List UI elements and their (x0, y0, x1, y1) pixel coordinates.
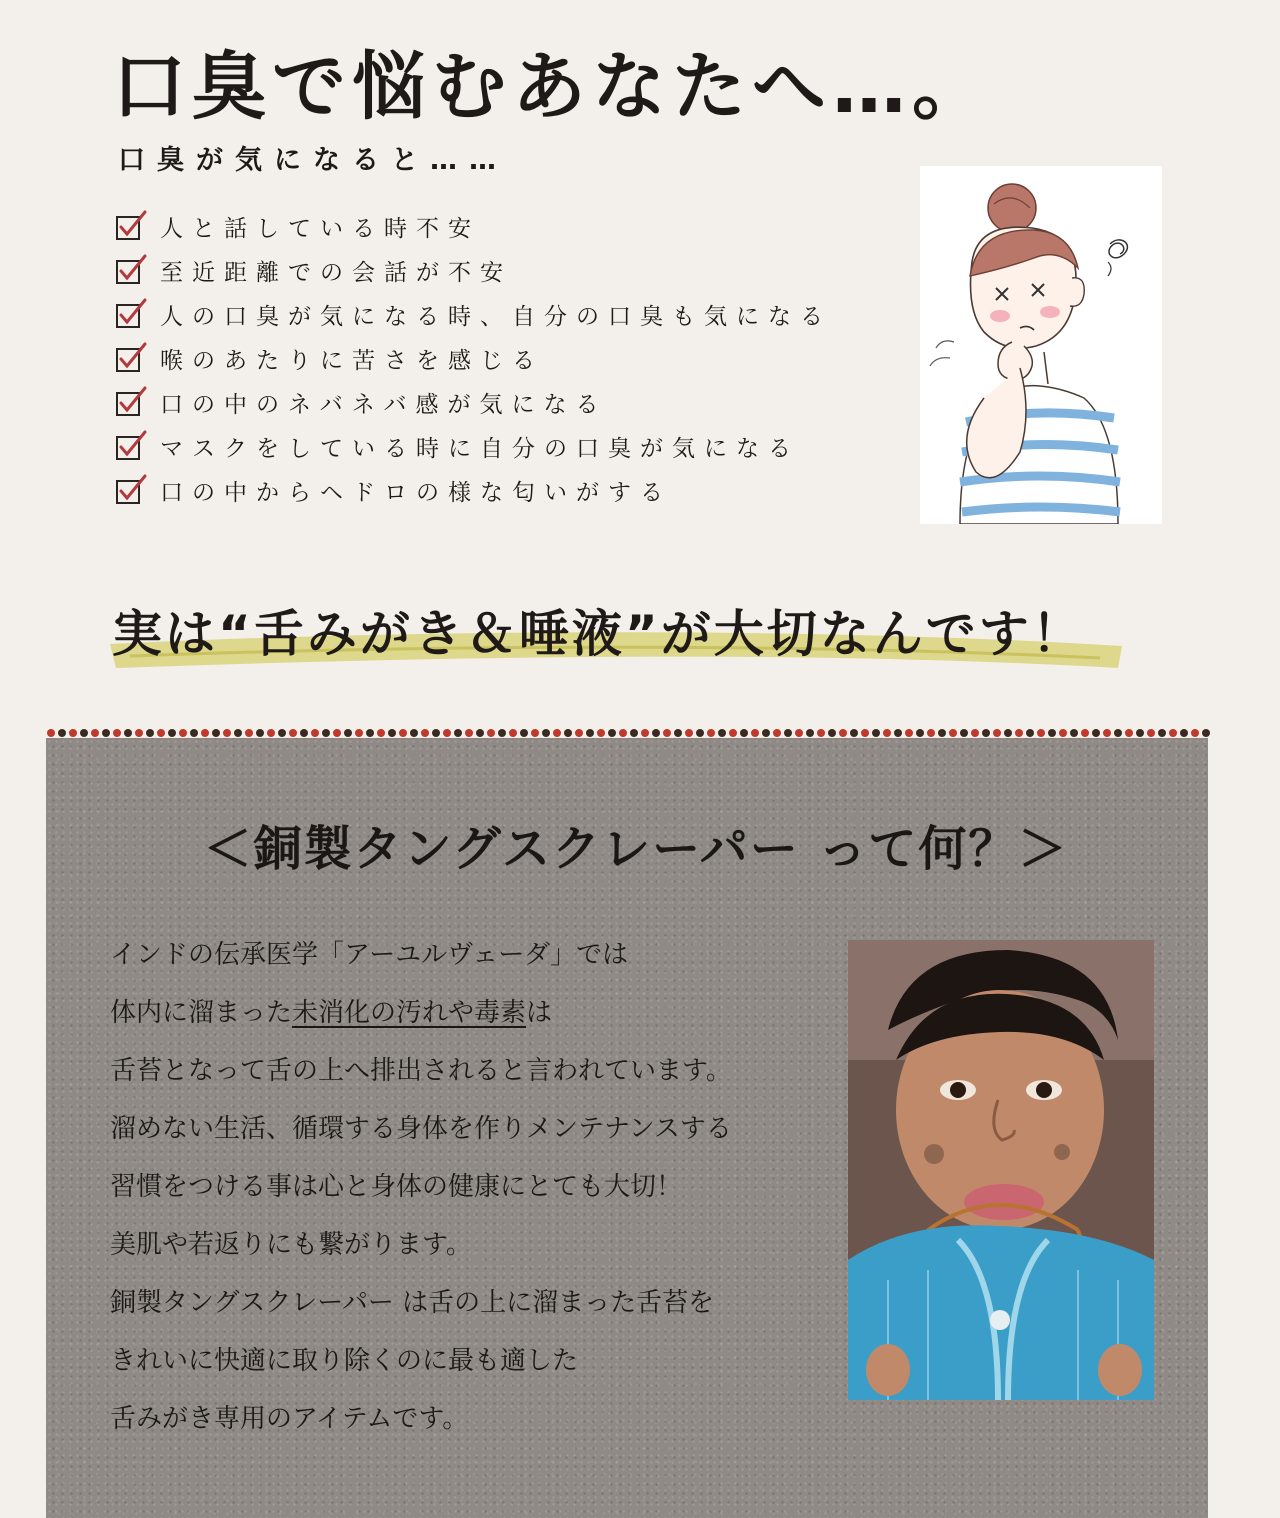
headline-banner (100, 586, 1130, 696)
body-line: 溜めない生活、循環する身体を作りメンテナンスする (110, 1114, 732, 1144)
body-line: インドの伝承医学「アーユルヴェーダ」では (110, 940, 629, 970)
checklist-subtitle: 口臭が気になると…… (118, 145, 508, 176)
checklist-item (114, 468, 832, 512)
checkbox-checked-icon (114, 341, 148, 375)
body-line-part: は (526, 998, 553, 1028)
checklist-item (114, 204, 832, 248)
symptom-checklist (114, 204, 832, 512)
body-line: きれいに快適に取り除くのに最も適した (110, 1346, 579, 1376)
checkbox-checked-icon (114, 429, 148, 463)
child-photo-drawing (848, 940, 1154, 1400)
worried-woman-drawing (920, 166, 1162, 524)
body-line-part: 体内に溜まった (110, 998, 293, 1028)
checklist-item-text: 口の中からヘドロの様な匂いがする (160, 479, 672, 506)
checklist-item-text: 至近距離での会話が不安 (160, 259, 512, 286)
checkbox-checked-icon (114, 253, 148, 287)
body-line: 舌みがき専用のアイテムです。 (110, 1404, 469, 1434)
body-line (110, 994, 732, 1052)
checklist-item-text: マスクをしている時に自分の口臭が気になる (160, 435, 800, 462)
checklist-item-text: 人の口臭が気になる時、自分の口臭も気になる (160, 303, 832, 330)
body-line: 銅製タングスクレーパー は舌の上に溜まった舌苔を (110, 1288, 715, 1318)
worried-woman-illustration (920, 166, 1162, 524)
checklist-item (114, 292, 832, 336)
page-title: 口臭で悩むあなたへ…。 (112, 44, 992, 130)
underlined-phrase: 未消化の汚れや毒素 (292, 998, 527, 1028)
child-tongue-scraper-photo (848, 940, 1154, 1400)
checkbox-checked-icon (114, 385, 148, 419)
checkbox-checked-icon (114, 297, 148, 331)
checkbox-checked-icon (114, 473, 148, 507)
checklist-item (114, 380, 832, 424)
checklist-item (114, 336, 832, 380)
scraper-info-panel (46, 738, 1208, 1518)
checklist-item (114, 248, 832, 292)
checklist-item-text: 人と話している時不安 (160, 215, 480, 242)
section-body (110, 936, 732, 1458)
body-line: 舌苔となって舌の上へ排出されると言われています。 (110, 1056, 732, 1086)
body-line: 美肌や若返りにも繋がります。 (110, 1230, 472, 1260)
checklist-item-text: 喉のあたりに苦さを感じる (160, 347, 544, 374)
body-line: 習慣をつける事は心と身体の健康にとても大切！ (110, 1172, 683, 1202)
section-title: ＜銅製タングスクレーパー って何？＞ (203, 821, 1069, 877)
headline-text: 実は“舌みがき＆唾液”が大切なんです！ (112, 605, 1085, 663)
checklist-item-text: 口の中のネバネバ感が気になる (160, 391, 608, 418)
checkbox-checked-icon (114, 209, 148, 243)
checklist-item (114, 424, 832, 468)
